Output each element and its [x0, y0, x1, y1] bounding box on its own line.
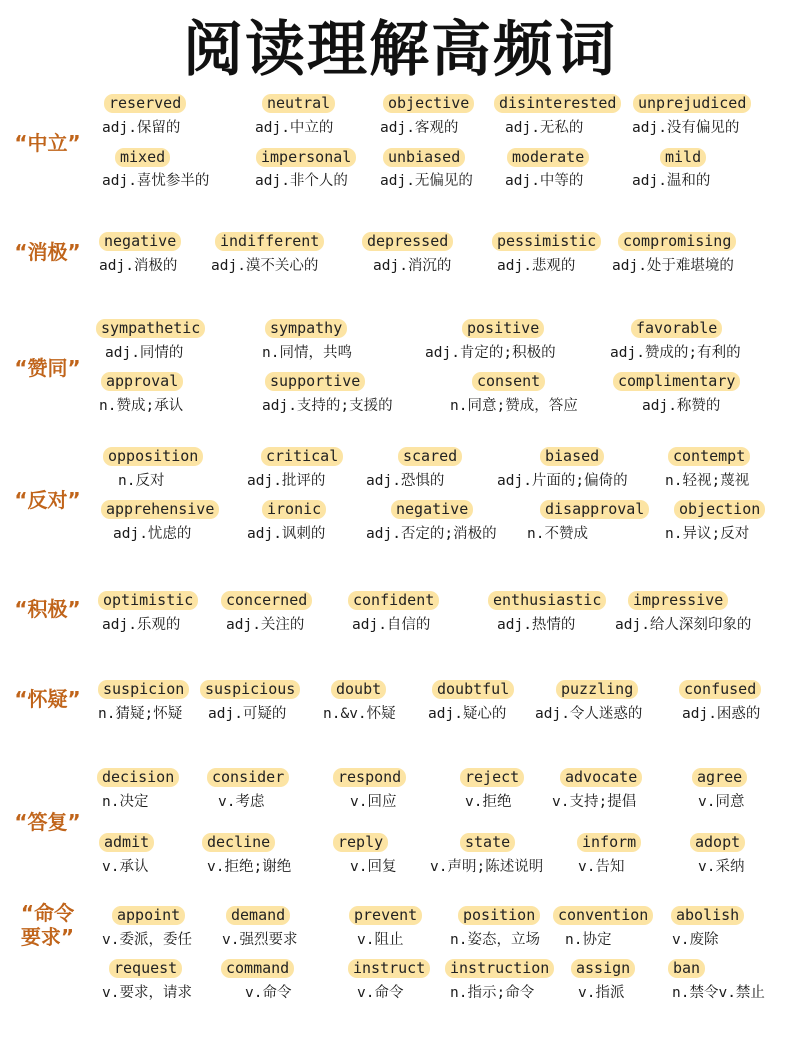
vocab-definition: adj.疑心的: [428, 706, 507, 722]
vocab-word: depressed: [362, 232, 453, 251]
category-label: [0, 687, 95, 711]
vocab-word: favorable: [631, 319, 722, 338]
vocab-word: convention: [553, 906, 653, 925]
vocab-definition: v.回应: [350, 794, 397, 810]
vocab-definition: adj.关注的: [226, 617, 305, 633]
vocab-word: position: [458, 906, 540, 925]
vocab-definition: adj.忧虑的: [113, 526, 192, 542]
vocab-definition: n.决定: [102, 794, 149, 810]
vocab-word: positive: [462, 319, 544, 338]
vocab-word: impersonal: [256, 148, 356, 167]
vocab-word: consent: [472, 372, 545, 391]
vocab-word: objective: [383, 94, 474, 113]
vocab-word: reserved: [104, 94, 186, 113]
vocab-definition: v.回复: [350, 859, 397, 875]
vocab-word: instruct: [348, 959, 430, 978]
vocab-definition: v.命令: [357, 985, 404, 1001]
vocab-definition: adj.称赞的: [642, 398, 721, 414]
vocab-definition: adj.赞成的;有利的: [610, 345, 741, 361]
vocab-word: decline: [202, 833, 275, 852]
page-title: 阅读理解高频词: [183, 15, 617, 85]
vocab-word: adopt: [690, 833, 745, 852]
vocab-word: neutral: [262, 94, 335, 113]
vocab-word: indifferent: [215, 232, 324, 251]
vocab-definition: adj.客观的: [380, 120, 459, 136]
vocab-definition: v.同意: [698, 794, 745, 810]
vocab-word: decision: [97, 768, 179, 787]
vocab-word: mild: [660, 148, 706, 167]
vocab-definition: adj.可疑的: [208, 706, 287, 722]
vocab-definition: adj.中立的: [255, 120, 334, 136]
vocab-word: reject: [460, 768, 524, 787]
vocab-word: biased: [540, 447, 604, 466]
vocab-definition: adj.温和的: [632, 173, 711, 189]
vocab-definition: n.反对: [118, 473, 165, 489]
vocab-word: puzzling: [556, 680, 638, 699]
vocab-definition: adj.保留的: [102, 120, 181, 136]
vocab-definition: adj.悲观的: [497, 258, 576, 274]
vocab-word: contempt: [668, 447, 750, 466]
vocab-word: abolish: [671, 906, 744, 925]
vocab-definition: n.不赞成: [527, 526, 588, 542]
vocab-word: assign: [571, 959, 635, 978]
vocab-word: unbiased: [383, 148, 465, 167]
vocab-word: approval: [101, 372, 183, 391]
vocab-word: admit: [99, 833, 154, 852]
vocab-word: confident: [348, 591, 439, 610]
category-label: [0, 356, 95, 380]
vocab-definition: adj.消极的: [99, 258, 178, 274]
vocab-definition: adj.自信的: [352, 617, 431, 633]
vocab-word: impressive: [628, 591, 728, 610]
vocab-word: suspicion: [98, 680, 189, 699]
vocab-word: negative: [391, 500, 473, 519]
vocab-word: disapproval: [540, 500, 649, 519]
vocab-definition: v.采纳: [698, 859, 745, 875]
vocab-word: mixed: [115, 148, 170, 167]
vocab-definition: v.声明;陈述说明: [430, 859, 544, 875]
vocab-definition: n.轻视;蔑视: [665, 473, 750, 489]
vocab-word: concerned: [221, 591, 312, 610]
category-label: [0, 131, 95, 155]
vocab-word: doubt: [331, 680, 386, 699]
vocab-definition: n.指示;命令: [450, 985, 535, 1001]
vocab-word: reply: [333, 833, 388, 852]
category-label-line: “积极”: [14, 597, 81, 621]
vocab-word: apprehensive: [101, 500, 219, 519]
vocab-word: consider: [207, 768, 289, 787]
vocab-definition: adj.片面的;偏倚的: [497, 473, 628, 489]
vocab-word: inform: [577, 833, 641, 852]
vocab-definition: adj.中等的: [505, 173, 584, 189]
vocab-word: respond: [333, 768, 406, 787]
vocab-definition: adj.令人迷惑的: [535, 706, 643, 722]
vocab-definition: adj.喜忧参半的: [102, 173, 210, 189]
vocab-word: appoint: [112, 906, 185, 925]
vocab-definition: n.禁令v.禁止: [672, 985, 765, 1001]
vocab-word: supportive: [265, 372, 365, 391]
vocab-word: enthusiastic: [488, 591, 606, 610]
vocab-definition: v.指派: [578, 985, 625, 1001]
vocab-definition: v.废除: [672, 932, 719, 948]
vocab-definition: adj.否定的;消极的: [366, 526, 497, 542]
vocab-word: pessimistic: [492, 232, 601, 251]
vocab-word: instruction: [445, 959, 554, 978]
vocab-definition: adj.没有偏见的: [632, 120, 740, 136]
vocab-definition: adj.困惑的: [682, 706, 761, 722]
vocab-definition: adj.恐惧的: [366, 473, 445, 489]
vocab-word: compromising: [618, 232, 736, 251]
vocab-word: demand: [226, 906, 290, 925]
vocab-definition: adj.支持的;支援的: [262, 398, 393, 414]
category-label: [0, 901, 95, 949]
vocab-definition: adj.热情的: [497, 617, 576, 633]
vocab-word: agree: [692, 768, 747, 787]
category-label-line: 要求”: [20, 925, 75, 949]
vocab-word: confused: [679, 680, 761, 699]
vocab-word: sympathy: [265, 319, 347, 338]
vocab-definition: n.异议;反对: [665, 526, 750, 542]
vocab-word: moderate: [507, 148, 589, 167]
vocab-word: ban: [668, 959, 705, 978]
vocab-word: objection: [674, 500, 765, 519]
vocab-word: complimentary: [613, 372, 740, 391]
vocab-definition: v.承认: [102, 859, 149, 875]
vocab-word: sympathetic: [96, 319, 205, 338]
vocab-definition: v.告知: [578, 859, 625, 875]
category-label-line: “命令: [20, 901, 75, 925]
category-label-line: “赞同”: [14, 356, 81, 380]
vocab-word: request: [109, 959, 182, 978]
vocab-definition: adj.无私的: [505, 120, 584, 136]
vocab-word: state: [460, 833, 515, 852]
category-label-line: “中立”: [14, 131, 81, 155]
vocab-definition: v.支持;提倡: [552, 794, 637, 810]
vocab-definition: v.命令: [245, 985, 292, 1001]
category-label: [0, 597, 95, 621]
vocab-definition: adj.漠不关心的: [211, 258, 319, 274]
vocab-word: command: [221, 959, 294, 978]
vocab-word: scared: [398, 447, 462, 466]
vocab-definition: adj.同情的: [105, 345, 184, 361]
vocab-definition: v.强烈要求: [222, 932, 298, 948]
vocab-word: doubtful: [432, 680, 514, 699]
vocab-definition: v.要求，请求: [102, 985, 192, 1001]
vocab-word: advocate: [560, 768, 642, 787]
vocab-word: ironic: [262, 500, 326, 519]
vocab-definition: adj.肯定的;积极的: [425, 345, 556, 361]
vocab-definition: v.拒绝: [465, 794, 512, 810]
vocab-word: suspicious: [200, 680, 300, 699]
vocab-definition: adj.给人深刻印象的: [615, 617, 752, 633]
vocab-definition: adj.非个人的: [255, 173, 348, 189]
vocab-definition: adj.批评的: [247, 473, 326, 489]
vocab-definition: adj.无偏见的: [380, 173, 473, 189]
vocab-definition: adj.消沉的: [373, 258, 452, 274]
vocab-definition: n.猜疑;怀疑: [98, 706, 183, 722]
vocab-definition: v.委派，委任: [102, 932, 192, 948]
vocab-definition: adj.讽刺的: [247, 526, 326, 542]
vocab-definition: n.同情，共鸣: [262, 345, 352, 361]
vocab-word: prevent: [349, 906, 422, 925]
vocab-word: opposition: [103, 447, 203, 466]
category-label: [0, 810, 95, 834]
vocab-word: disinterested: [494, 94, 621, 113]
category-label-line: “反对”: [14, 488, 81, 512]
vocab-definition: adj.处于难堪境的: [612, 258, 734, 274]
category-label-line: “怀疑”: [14, 687, 81, 711]
vocab-definition: n.&v.怀疑: [323, 706, 396, 722]
vocab-definition: n.姿态，立场: [450, 932, 540, 948]
vocab-definition: n.同意;赞成，答应: [450, 398, 578, 414]
category-label-line: “消极”: [14, 240, 81, 264]
category-label: [0, 488, 95, 512]
category-label: [0, 240, 95, 264]
vocab-word: unprejudiced: [633, 94, 751, 113]
vocab-definition: adj.乐观的: [102, 617, 181, 633]
vocab-definition: v.考虑: [218, 794, 265, 810]
category-label-line: “答复”: [14, 810, 81, 834]
vocab-word: critical: [261, 447, 343, 466]
vocab-definition: n.协定: [565, 932, 612, 948]
vocab-definition: v.拒绝;谢绝: [207, 859, 292, 875]
vocab-word: negative: [99, 232, 181, 251]
vocab-word: optimistic: [98, 591, 198, 610]
vocab-definition: v.阻止: [357, 932, 404, 948]
vocab-definition: n.赞成;承认: [99, 398, 184, 414]
